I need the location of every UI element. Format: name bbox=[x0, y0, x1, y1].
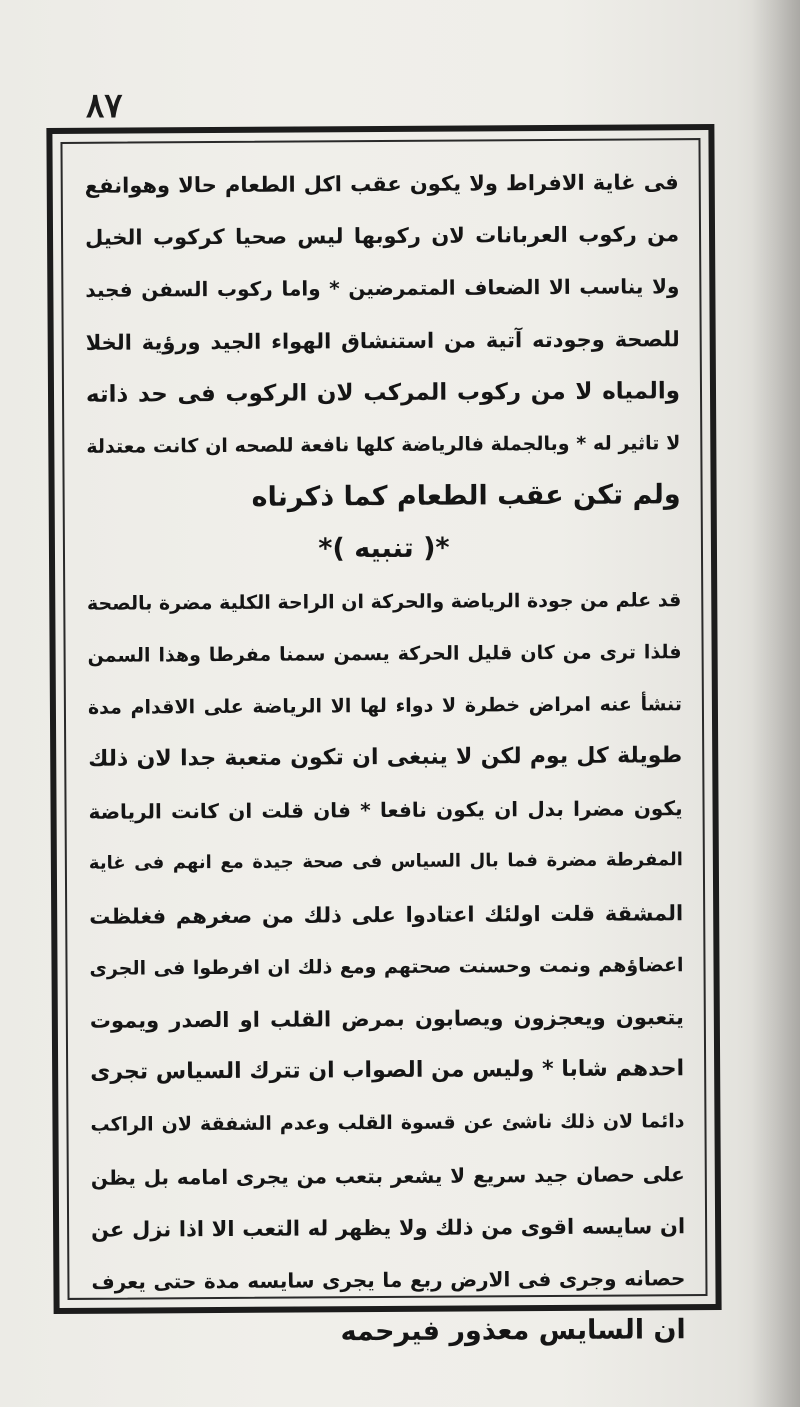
section-heading: *( تنبيه )* bbox=[318, 532, 450, 565]
text-line: للصحة وجودته آتية من استنشاق الهواء الجيد ورؤية الخلا bbox=[85, 326, 680, 355]
text-frame bbox=[46, 124, 721, 1348]
text-line: المشقة قلت اولئك اعتادوا على ذلك من صغرهم فغلظت bbox=[89, 900, 684, 929]
text-line: ان سايسه اقوى من ذلك ولا يظهر له التعب الا اذا نزل عن bbox=[91, 1213, 686, 1242]
text-line: يتعبون ويعجزون ويصابون بمرض القلب او الصدر ويموت bbox=[89, 1005, 684, 1033]
text-line: قد علم من جودة الرياضة والحركة ان الراحة الكلية مضرة بالصحة bbox=[87, 588, 682, 615]
arabic-text-block bbox=[84, 156, 686, 1348]
text-line: من ركوب العربانات لان ركوبها ليس صحيا كركوب الخيل bbox=[84, 222, 680, 251]
text-line: حصانه وجرى فى الارض ربع ما يجرى سايسه مدة حتى يعرف bbox=[91, 1266, 686, 1294]
text-line: اعضاؤهم ونمت وحسنت صحتهم ومع ذلك ان افرطوا فى الجرى bbox=[89, 953, 684, 980]
text-line: لا تاثير له * وبالجملة فالرياضة كلها نافعة للصحه ان كانت معتدلة bbox=[86, 432, 681, 458]
text-line: على حصان جيد سريع لا يشعر بتعب من يجرى امامه بل يظن bbox=[90, 1161, 685, 1190]
page-number: ٨٧ bbox=[86, 86, 123, 126]
text-line: تنشأ عنه امراض خطرة لا دواء لها الا الرياضة على الاقدام مدة bbox=[87, 693, 682, 719]
text-line: ولا يناسب الا الضعاف المتمرضين * واما ركوب السفن فجيد bbox=[85, 274, 680, 303]
text-line: فلذا ترى من كان قليل الحركة يسمن سمنا مفرطا وهذا السمن bbox=[87, 640, 682, 667]
text-frame-inner-rule bbox=[60, 138, 707, 1348]
text-line: المفرطة مضرة فما بال السياس فى صحة جيدة مع انهم فى غاية bbox=[88, 849, 683, 875]
text-line: ان السايس معذور فيرحمه bbox=[340, 1314, 686, 1348]
text-line: ولم تكن عقب الطعام كما ذكرناه bbox=[251, 479, 681, 513]
text-line: طويلة كل يوم لكن لا ينبغى ان تكون متعبة جدا لان ذلك bbox=[88, 743, 683, 772]
text-line: يكون مضرا بدل ان يكون نافعا * فان قلت ان كانت الرياضة bbox=[88, 796, 683, 825]
text-line: دائما لان ذلك ناشئ عن قسوة القلب وعدم الشفقة لان الراكب bbox=[90, 1110, 685, 1137]
page-gutter-shadow bbox=[752, 0, 800, 1407]
text-line: احدهم شابا * وليس من الصواب ان تترك السياس تجرى bbox=[90, 1056, 685, 1085]
text-line: والمياه لا من ركوب المركب لان الركوب فى حد ذاته bbox=[85, 377, 681, 408]
text-line: فى غاية الافراط ولا يكون عقب اكل الطعام حالا وهوانفع bbox=[84, 170, 679, 198]
